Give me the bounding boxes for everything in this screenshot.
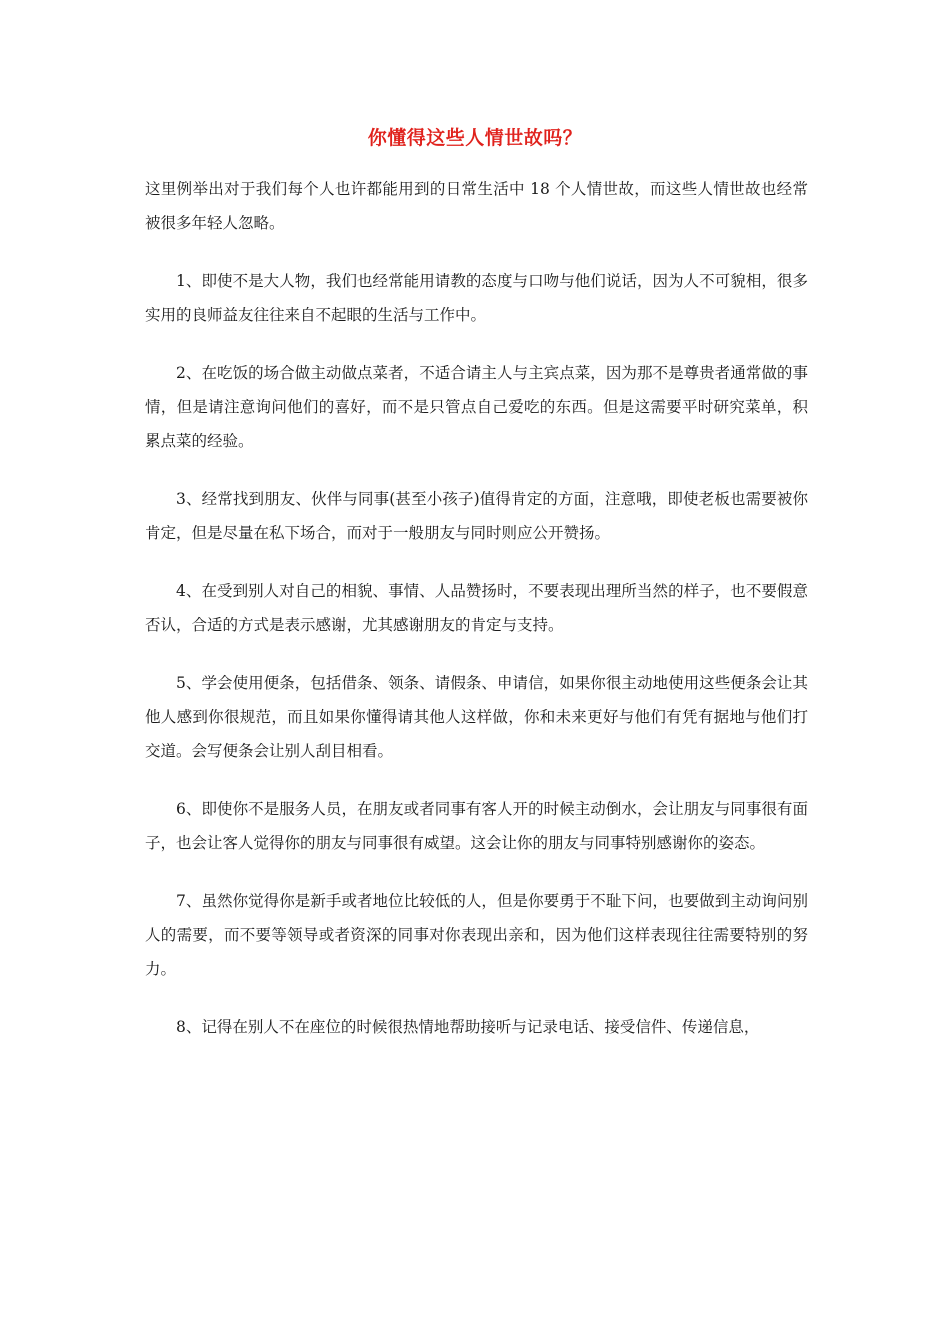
tip-paragraph-8: 8、记得在别人不在座位的时候很热情地帮助接听与记录电话、接受信件、传递信息， xyxy=(176,1018,760,1036)
tip-paragraph-1: 1、即使不是大人物，我们也经常能用请教的态度与口吻与他们说话，因为人不可貌相，很多实用的良师益友往往来自不起眼的生活与工作中。 xyxy=(145,272,808,324)
tip-paragraph-5: 5、学会使用便条，包括借条、领条、请假条、申请信，如果你很主动地使用这些便条会让其他人感到你很规范，而且如果你懂得请其他人这样做，你和未来更好与他们有凭有据地与他们打交道。会写便条会让别人刮目相看。 xyxy=(145,674,808,760)
tip-paragraph-7: 7、虽然你觉得你是新手或者地位比较低的人，但是你要勇于不耻下问，也要做到主动询问别人的需要，而不要等领导或者资深的同事对你表现出亲和，因为他们这样表现往往需要特别的努力。 xyxy=(145,892,808,978)
intro-paragraph: 这里例举出对于我们每个人也许都能用到的日常生活中 18 个人情世故，而这些人情世故也经常被很多年轻人忽略。 xyxy=(145,180,808,232)
tip-paragraph-2: 2、在吃饭的场合做主动做点菜者，不适合请主人与主宾点菜，因为那不是尊贵者通常做的事情，但是请注意询问他们的喜好，而不是只管点自己爱吃的东西。但是这需要平时研究菜单，积累点菜的经验。 xyxy=(145,364,808,450)
tip-paragraph-6: 6、即使你不是服务人员，在朋友或者同事有客人开的时候主动倒水，会让朋友与同事很有面子，也会让客人觉得你的朋友与同事很有威望。这会让你的朋友与同事特别感谢你的姿态。 xyxy=(145,800,808,852)
document-body xyxy=(145,172,808,1068)
tip-paragraph-4: 4、在受到别人对自己的相貌、事情、人品赞扬时，不要表现出理所当然的样子，也不要假意否认，合适的方式是表示感谢，尤其感谢朋友的肯定与支持。 xyxy=(145,582,808,634)
tip-paragraph-3: 3、经常找到朋友、伙伴与同事(甚至小孩子)值得肯定的方面，注意哦，即使老板也需要被你肯定，但是尽量在私下场合，而对于一般朋友与同时则应公开赞扬。 xyxy=(145,490,808,542)
document-title: 你懂得这些人情世故吗？ xyxy=(367,127,583,149)
